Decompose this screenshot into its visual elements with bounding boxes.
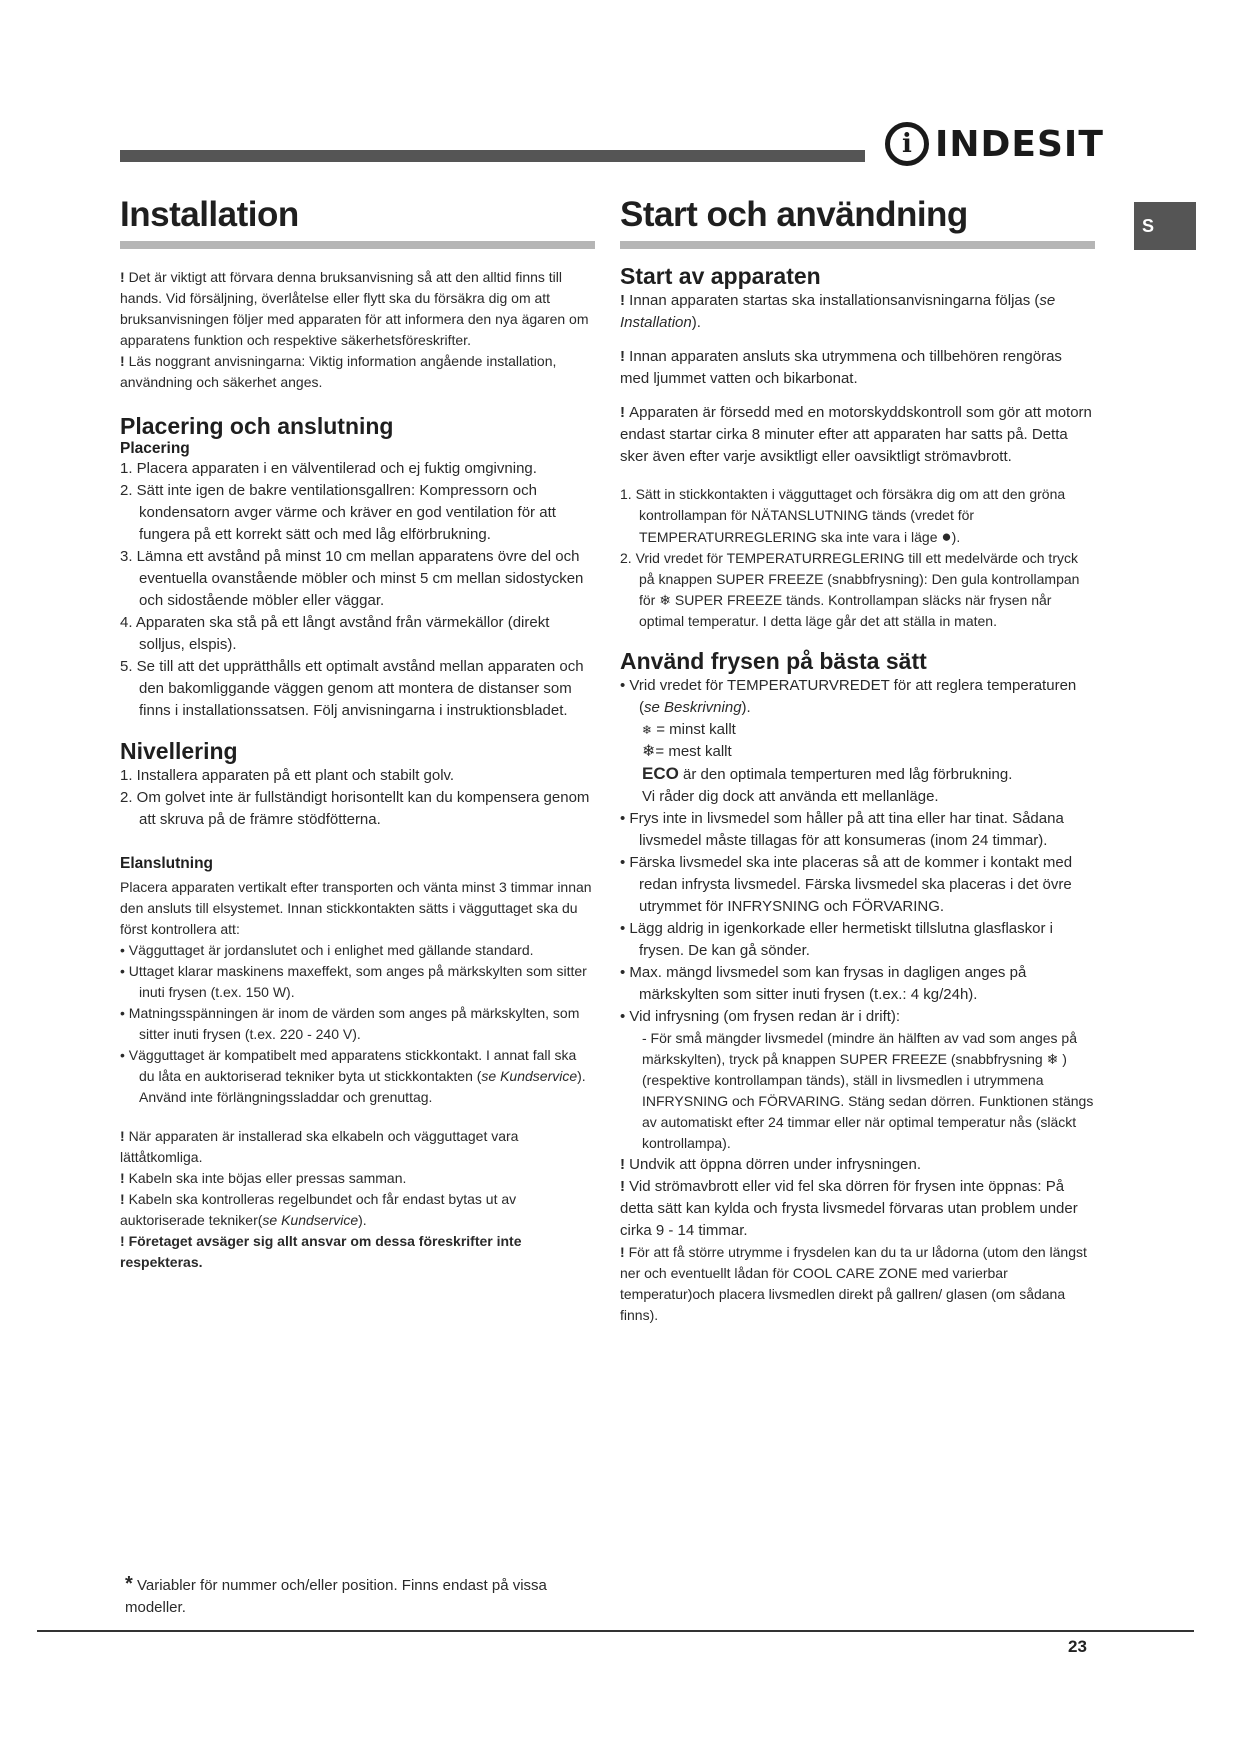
list-item: 2. Sätt inte igen de bakre ventilationsgallren: Kompressorn och kondensatorn avger värme och kräver en god ventilation för att fungera på ett korrekt sätt och med låg elförbrukning. [120,482,556,543]
page-number: 23 [1068,1637,1087,1656]
placement-subheading: Placering [120,440,190,457]
leveling-list [120,765,595,831]
electric-heading: Elanslutning [120,855,213,872]
note-access: ! När apparaten är installerad ska elkabeln och vägguttaget vara lättåtkomliga. [120,1128,519,1165]
brand-logo [885,122,1104,166]
electric-intro: Placera apparaten vertikalt efter transporten och vänta minst 3 timmar innan den ansluts till elsystemet. Innan stickkontakten sätts i vägguttaget ska du först kontrollera att: [120,879,592,937]
header-bar [120,150,865,162]
list-item: 3. Lämna ett avstånd på minst 10 cm mellan apparatens övre del och eventuella ovanstående möbler och minst 5 cm mellan sidostycken och sidostående möbler eller väggar. [120,548,584,609]
min-cold-line: ❄ = minst kallt [642,721,736,738]
list-item: • Färska livsmedel ska inte placeras så att de kommer i kontakt med redan infrysta livsmedel. Färska livsmedel ska placeras i det övre utrymmet för INFRYSNING och FÖRVARING. [620,854,1073,915]
snowflake-large-icon: ❄ [642,743,656,760]
snowflake-icon: ❄ [1046,1051,1059,1067]
list-item: • Lägg aldrig in igenkorkade eller hermetiskt tillslutna glasflaskor i frysen. De kan gå sönder. [620,920,1053,959]
list-item: 5. Se till att det upprätthålls ett optimalt avstånd mellan apparaten och den bakomliggande väggen genom att montera de distanser som finns i installationssatsen. Följ anvisningarna i instruktionsbladet. [120,658,584,719]
eco-line: ECO är den optimala temperturen med låg förbrukning. [642,764,1013,783]
use-list-more [620,808,1095,1028]
list-item: 1. Placera apparaten i en välventilerad och ej fuktig omgivning. [120,460,537,477]
note-cable: ! Kabeln ska inte böjas eller pressas samman. [120,1170,407,1186]
list-item: 1. Installera apparaten på ett plant och stabilt golv. [120,767,455,784]
freeze-sub-item: - För små mängder livsmedel (mindre än hälften av vad som anges på märkskylten), tryck på knappen SUPER FREEZE (snabbfrysning ❄ ) (respektive kontrollampan tänds), ställ in livsmedlen i utrymmena INFRYSNING och FÖRVARING. Stäng sedan dörren. Funktionen stängs av automatiskt efter 24 timmar eller när optimal temperatur nås (släckt kontrollampa). [642,1030,1094,1151]
eco-advice: Vi råder dig dock att använda ett mellanläge. [642,788,939,805]
electric-list [120,940,595,1108]
warn-space: ! För att få större utrymme i frysdelen kan du ta ur lådorna (utom den längst ner och eventuellt lådan för COOL CARE ZONE med varierbar temperatur)och placera livsmedlen direkt på gallren/ glasen (om sådana finns). [620,1244,1087,1323]
start-note-3: ! Apparaten är försedd med en motorskyddskontroll som gör att motorn endast startar cirka 8 minuter efter att apparaten har satts på. Detta sker även efter varje avsiktligt eller oavsiktligt strömavbrott. [620,404,1092,465]
warn-door: ! Undvik att öppna dörren under infrysningen. [620,1156,922,1173]
placement-heading: Placering och anslutning [120,413,394,439]
language-tab: S [1134,202,1196,250]
usage-title: Start och användning [620,195,1095,249]
list-item: 2. Vrid vredet för TEMPERATURREGLERING till ett medelvärde och tryck på knappen SUPER FREEZE (snabbfrysning): Den gula kontrollampan för ❄ SUPER FREEZE tänds. Kontrollampan släcks när frysen når optimal temperatur. I detta läge går det att ställa in maten. [620,550,1080,629]
warn-outage: ! Vid strömavbrott eller vid fel ska dörren för frysen inte öppnas: På detta sätt kan kylda och frysta livsmedel förvaras utan problem under cirka 9 - 14 timmar. [620,1178,1078,1239]
read-note: ! Läs noggrant anvisningarna: Viktig information angående installation, användning och säkerhet anges. [120,353,557,390]
list-item: • Vägguttaget är kompatibelt med apparatens stickkontakt. I annat fall ska du låta en auktoriserad tekniker byta ut stickkontakten (se Kundservice). Använd inte förlängningssladdar och grenuttag. [120,1047,586,1105]
start-steps [620,484,1095,632]
footer-line [37,1630,1194,1632]
intro-note: ! Det är viktigt att förvara denna bruksanvisning så att den alltid finns till hands. Vid försäljning, överlåtelse eller flytt ska du försäkra dig om att bruksanvisningen följer med apparaten för att informera den nya ägaren om apparatens funktion och respektive säkerhetsföreskrifter. [120,269,589,348]
list-item: • Vägguttaget är jordanslutet och i enlighet med gällande standard. [120,942,534,958]
note-liability: ! Företaget avsäger sig allt ansvar om dessa föreskrifter inte respekteras. [120,1233,522,1270]
leveling-heading: Nivellering [120,738,238,764]
list-item: 4. Apparaten ska stå på ett långt avstånd från värmekällor (direkt solljus, elspis). [120,614,550,653]
filled-dot-icon: ● [941,527,952,546]
list-item: • Uttaget klarar maskinens maxeffekt, som anges på märkskylten som sitter inuti frysen (t.ex. 150 W). [120,963,587,1000]
list-item: • Vrid vredet för TEMPERATURVREDET för att reglera temperaturen (se Beskrivning). [620,677,1077,716]
snowflake-small-icon: ❄ [642,723,653,737]
list-item: 1. Sätt in stickkontakten i vägguttaget och försäkra dig om att den gröna kontrollampan för NÄTANSLUTNING tänds (vredet för TEMPERATURREGLERING ska inte vara i läge ●). [620,486,1066,546]
list-item: • Matningsspänningen är inom de värden som anges på märkskylten, som sitter inuti frysen (t.ex. 220 - 240 V). [120,1005,580,1042]
use-heading: Använd frysen på bästa sätt [620,648,927,674]
max-cold-line: ❄= mest kallt [642,743,732,760]
use-list [620,675,1095,719]
note-check: ! Kabeln ska kontrolleras regelbundet och får endast bytas ut av auktoriserade tekniker(se Kundservice). [120,1191,517,1228]
list-item: • Frys inte in livsmedel som håller på att tina eller har tinat. Sådana livsmedel måste tillagas för att konsumeras (inom 24 timmar). [620,810,1064,849]
brand-name: INDESIT [935,123,1104,165]
info-i-icon: i [885,122,929,166]
start-note-1: ! Innan apparaten startas ska installationsanvisningarna följas (se Installation). [620,292,1056,331]
list-item: 2. Om golvet inte är fullständigt horisontellt kan du kompensera genom att skruva på de främre stödfötterna. [120,789,590,828]
placement-list [120,458,595,722]
snowflake-icon: ❄ [659,592,671,608]
installation-column [120,195,595,1273]
list-item: • Vid infrysning (om frysen redan är i drift): [620,1008,901,1025]
list-item: • Max. mängd livsmedel som kan frysas in dagligen anges på märkskylten som sitter inuti frysen (t.ex.: 4 kg/24h). [620,964,1027,1003]
start-heading: Start av apparaten [620,263,821,289]
start-note-2: ! Innan apparaten ansluts ska utrymmena och tillbehören rengöras med ljummet vatten och bikarbonat. [620,348,1062,387]
footnote: * Variabler för nummer och/eller position. Finns endast på vissa modeller. [125,1573,547,1616]
usage-column [620,195,1095,1326]
installation-title: Installation [120,195,595,249]
